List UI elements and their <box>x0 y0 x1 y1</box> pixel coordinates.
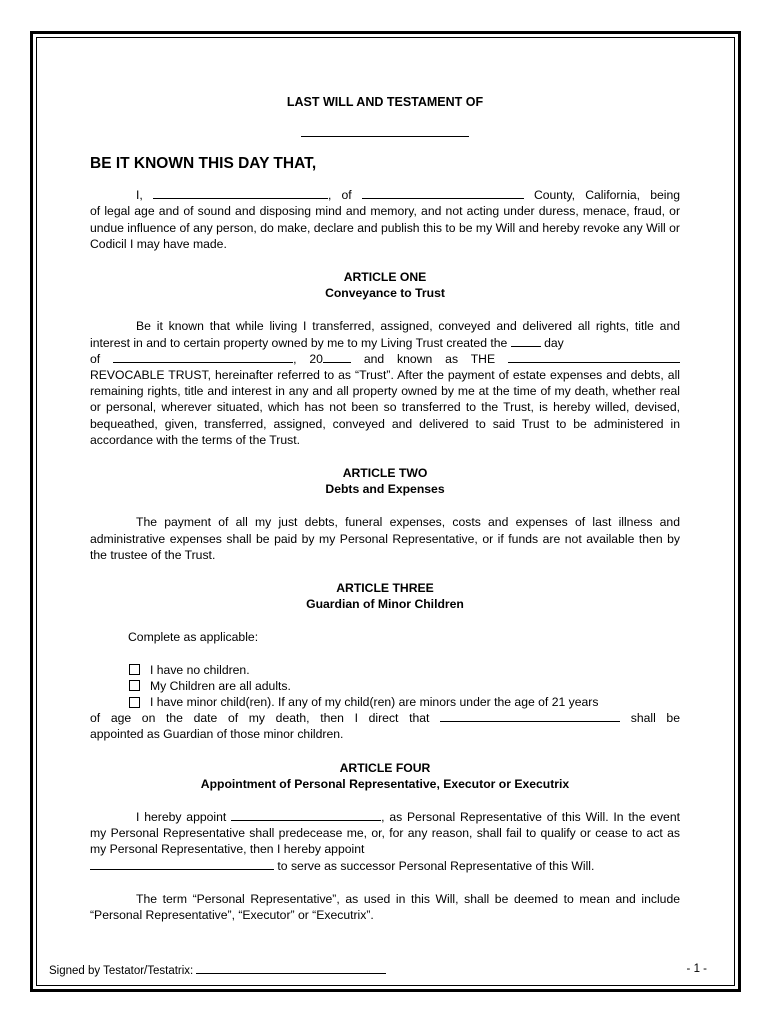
term-definition: The term “Personal Representative”, as used in this Will, shall be deemed to mean and include “Personal Representative”, “Executor” or “Executrix”. <box>90 891 680 923</box>
article-four-text <box>90 809 680 874</box>
declaration-heading: BE IT KNOWN THIS DAY THAT, <box>90 155 317 173</box>
intro-text: County, California, being <box>533 188 681 203</box>
document-title: LAST WILL AND TESTAMENT OF <box>286 95 484 109</box>
intro-first-line <box>90 187 680 203</box>
article-one-text <box>90 318 680 448</box>
guardian-name-blank[interactable] <box>440 710 620 722</box>
article-four-text-part: , as Personal Representative of this Will. In the event my Personal Representative shall predecease me, or, for any reason, shall fail to qualify or cease to act as my Personal Representative, then I hereby appoint <box>90 810 680 857</box>
article-one-heading: ARTICLE ONE <box>343 270 427 285</box>
county-blank[interactable] <box>362 187 524 199</box>
article-one-text-rest: REVOCABLE TRUST, hereinafter referred to as “Trust”. After the payment of estate expenses and debts, all remaining rights, title and interest in any and all property owned by me at the time of my death, whether real or personal, wherever situated, which has not been so transferred to the Trust, is hereby willed, devised, bequeathed, given, transferred, assigned, conveyed and delivered to said Trust to be administered in accordance with the terms of the Trust. <box>90 368 680 447</box>
article-two-subheading: Debts and Expenses <box>325 482 445 497</box>
article-one-subheading: Conveyance to Trust <box>325 286 445 301</box>
trust-name-blank[interactable] <box>508 351 680 363</box>
successor-line <box>90 858 680 874</box>
adult-children-checkbox[interactable] <box>129 680 140 691</box>
minor-children-checkbox[interactable] <box>129 697 140 708</box>
article-one-text-part: and known as THE <box>363 351 496 366</box>
guardian-text: of age on the date of my death, then I direct that <box>90 711 430 726</box>
guardian-line <box>90 710 680 726</box>
intro-paragraph <box>90 187 680 252</box>
option-label: I have no children. <box>150 662 250 677</box>
option-label: I have minor child(ren). If any of my child(ren) are minors under the age of 21 years <box>150 695 599 710</box>
personal-representative-blank[interactable] <box>231 809 381 821</box>
article-two-text: The payment of all my just debts, funeral expenses, costs and expenses of last illness and administrative expenses shall be paid by my Personal Representative, or if funds are not available then by the trustee of the Trust. <box>90 515 680 562</box>
successor-representative-blank[interactable] <box>90 858 274 870</box>
option-label: My Children are all adults. <box>150 678 291 693</box>
article-two-heading: ARTICLE TWO <box>342 466 428 481</box>
intro-text: of legal age and of sound and disposing mind and memory, and not acting under duress, menace, fraud, or undue influence of any person, do make, declare and publish this to be my Will and hereby revoke any Will or Codicil I may have made. <box>90 204 680 251</box>
signature-line <box>49 963 386 977</box>
signed-label: Signed by Testator/Testatrix: <box>49 965 194 977</box>
article-four-heading: ARTICLE FOUR <box>339 760 431 775</box>
article-four-text-part: I hereby appoint <box>136 810 227 825</box>
article-one-text-part: day <box>544 335 564 350</box>
article-four-subheading: Appointment of Personal Representative, Executor or Executrix <box>200 776 570 791</box>
article-one-text-part: Be it known that while living I transferred, assigned, conveyed and delivered all rights, title and interest in and to certain property owned by me to my Living Trust created the <box>90 319 680 350</box>
option-adult-children <box>90 678 680 694</box>
trust-date-line <box>90 351 680 367</box>
option-minor-children <box>90 694 680 710</box>
signature-blank[interactable] <box>196 963 386 974</box>
article-four-text-part: to serve as successor Personal Representative of this Will. <box>277 858 595 873</box>
no-children-checkbox[interactable] <box>129 664 140 675</box>
guardian-line-end: appointed as Guardian of those minor children. <box>90 727 344 742</box>
page-number: - 1 - <box>686 963 707 975</box>
article-three-heading: ARTICLE THREE <box>336 581 434 596</box>
guardian-text: shall be <box>630 711 680 726</box>
article-three-subheading: Guardian of Minor Children <box>306 597 464 612</box>
trust-year-blank[interactable] <box>323 351 351 363</box>
applicable-instruction: Complete as applicable: <box>128 630 259 645</box>
testator-name-blank[interactable] <box>153 187 328 199</box>
intro-text: , of <box>327 188 352 203</box>
children-options <box>90 662 680 711</box>
testator-name-field[interactable] <box>301 120 469 137</box>
trust-month-blank[interactable] <box>113 351 293 363</box>
article-one-text-part: , 20 <box>293 351 323 366</box>
option-no-children <box>90 662 680 678</box>
document-body <box>90 94 680 923</box>
trust-day-blank[interactable] <box>511 335 541 347</box>
intro-text: I, <box>136 188 143 203</box>
article-one-text-part: of <box>90 351 101 366</box>
